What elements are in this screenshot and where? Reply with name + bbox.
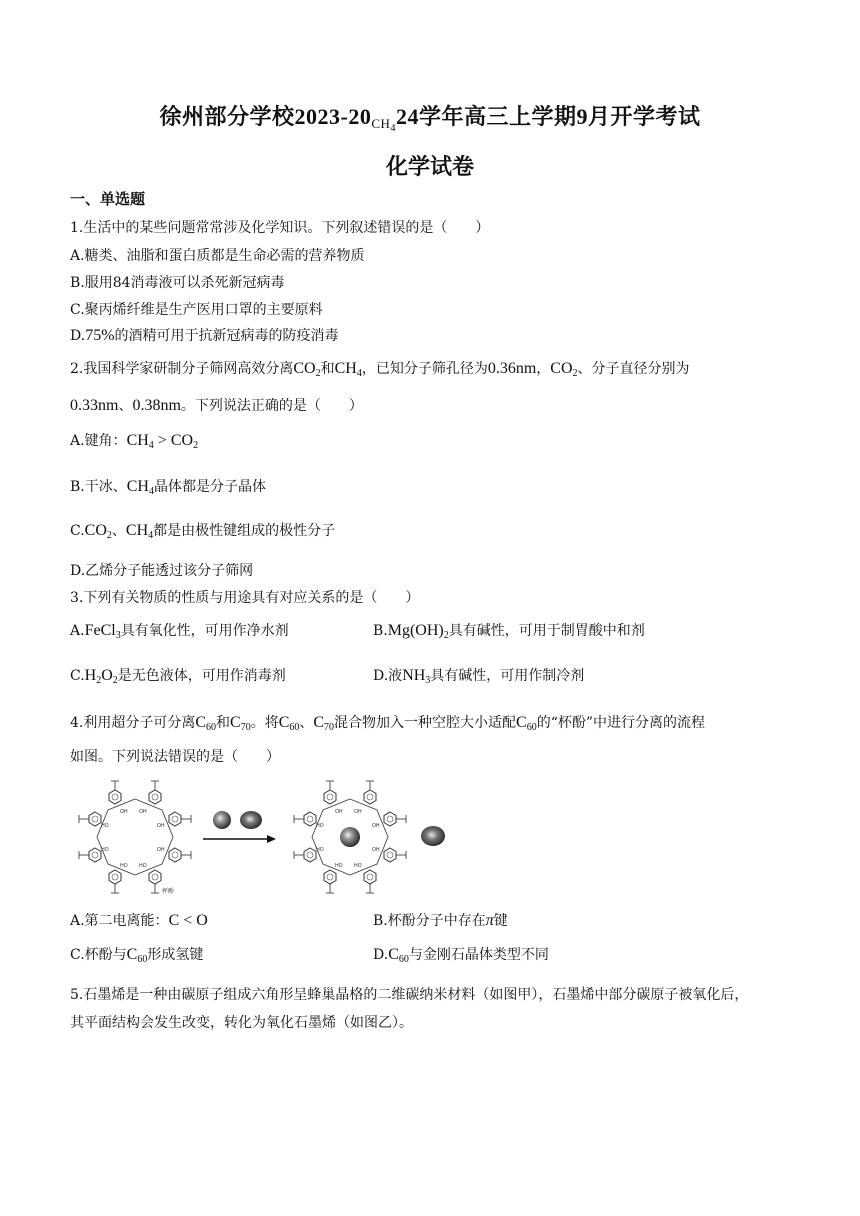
q2-option-a <box>70 430 198 451</box>
q3-option-d: D.液$NH_3$具有碱性，可用作制冷剂 <box>373 667 585 686</box>
q5-stem-line1: 5.石墨烯是一种由碳原子组成六角形呈蜂巢晶格的二维碳纳米材料（如图甲），石墨烯中部分碳原子被氧化后， <box>70 987 749 1003</box>
q3-option-b: $B.Mg(OH)_2$具有碱性，可用于制胃酸中和剂 <box>373 622 645 641</box>
q2-comma: ， <box>536 361 551 377</box>
mgoh2-formula: $Mg(OH)_2$ <box>387 622 449 641</box>
fecl3-formula: FeCl$_3$ <box>84 622 121 641</box>
q2-sep: 、 <box>118 398 133 414</box>
q2-a-prefix: A.键角： <box>70 433 127 449</box>
q2-b-text: 晶体都是分子晶体 <box>153 479 266 495</box>
nh3-formula: $NH_3$ <box>402 667 431 686</box>
calixarene-separation-figure: OH HO 杯酚 <box>70 773 470 898</box>
q2-and: 和 <box>320 361 335 377</box>
co2-formula: $CO_2$ <box>293 360 321 379</box>
c70-formula-2: $C_{70}$ <box>313 714 335 733</box>
h2o2-formula: $H_2O_2$ <box>84 667 118 686</box>
q3-stem: 3.下列有关物质的性质与用途具有对应关系的是（ ） <box>70 590 420 606</box>
q2-text-3: 、分子直径分别为 <box>577 361 690 377</box>
q2-text-4: 。下列说法正确的是（ ） <box>180 398 363 414</box>
figure-label: 杯酚 <box>162 888 175 895</box>
c60-sphere-icon <box>213 811 231 829</box>
q1-option-a: A.糖类、油脂和蛋白质都是生命必需的营养物质 <box>70 248 365 264</box>
q1-option-d <box>70 325 339 345</box>
q3-option-a: A.FeCl$_3$具有氧化性，可用作净水剂 <box>70 622 289 641</box>
diameter-1: 0.33nm <box>70 397 119 414</box>
q2-c-text: 都是由极性键组成的极性分子 <box>153 523 336 539</box>
pi-symbol: π <box>485 912 494 929</box>
page-title <box>0 100 860 134</box>
q4-a-formula: C < O <box>168 912 208 929</box>
q4-option-a: A.第二电离能：C < O <box>70 912 208 929</box>
title-part-2: 24学年高三上学期9月开学考试 <box>395 104 701 129</box>
q2-option-b <box>70 476 266 497</box>
q4-option-c: C.杯酚与$C_{60}$形成氢键 <box>70 946 204 965</box>
q3-option-c: $C.H_2O_2$是无色液体，可用作消毒剂 <box>70 667 286 686</box>
q1-d-prefix: D. <box>70 328 86 344</box>
q4-c-formula: $C_{60}$ <box>126 946 148 965</box>
q4-option-d: $D.C_{60}$与金刚石晶体类型不同 <box>373 946 549 965</box>
q2-b-prefix: B.干冰、 <box>70 479 127 495</box>
q2-c-formula-1: $CO_2$ <box>84 522 112 541</box>
q2-stem-line1 <box>70 358 690 379</box>
c70-formula: $C_{70}$ <box>230 714 251 733</box>
section-heading: 一、单选题 <box>70 190 146 208</box>
q2-c-prefix: C. <box>70 523 85 539</box>
q4-stem-line2: 如图。下列说法错误的是（ ） <box>70 749 280 765</box>
q1-stem: 1.生活中的某些问题常常涉及化学知识。下列叙述错误的是（ ） <box>70 220 490 236</box>
q5-stem-line2: 其平面结构会发生改变，转化为氧化石墨烯（如图乙）。 <box>70 1015 413 1031</box>
q4-option-b: B.杯酚分子中存在π键 <box>373 912 508 929</box>
q2-text: 2.我国科学家研制分子筛网高效分离 <box>70 361 294 377</box>
q2-text-2: ，已知分子筛孔径为 <box>361 361 488 377</box>
c70-free-icon <box>421 826 445 846</box>
q4-stem-line1: 4.利用超分子可分离$C_{60}$和$C_{70}$。将$C_{60}$、$C_{70}$混合物加入一种空腔大小适配$C_{60}$的“杯酚”中进行分离的流程 <box>70 714 706 733</box>
c60-inside-icon <box>340 827 360 847</box>
ch4-formula: $CH_4$ <box>334 360 362 379</box>
q2-c-sep: 、 <box>111 523 126 539</box>
q1-option-c: C.聚丙烯纤维是生产医用口罩的主要原料 <box>70 302 323 318</box>
q2-a-formula: $CH_4 > CO_2$ <box>126 432 199 451</box>
q4-d-formula: $C_{60}$ <box>388 946 409 965</box>
title-subscript <box>371 116 396 134</box>
q2-c-formula-2: $CH_4$ <box>125 522 154 541</box>
co2-formula-2: $CO_2$ <box>550 360 578 379</box>
q3-b-text: 具有碱性，可用于制胃酸中和剂 <box>448 623 645 639</box>
pore-size: 0.36nm <box>487 360 537 377</box>
arrow-right-icon <box>203 835 276 843</box>
q3-a-text: 具有氧化性，可用作净水剂 <box>120 623 289 639</box>
q3-c-text: 是无色液体，可用作消毒剂 <box>117 668 286 684</box>
q3-d-text: 具有碱性，可用作制冷剂 <box>430 668 585 684</box>
q1-d-value: 75% <box>85 327 115 344</box>
title-part: 徐州部分学校2023-20 <box>159 104 372 129</box>
c70-sphere-icon <box>240 811 262 829</box>
page-subtitle: 化学试卷 <box>385 154 474 179</box>
c60-formula: $C_{60}$ <box>195 714 217 733</box>
q1-d-text: 的酒精可用于抗新冠病毒的防疫消毒 <box>114 328 339 344</box>
title-sub-index: 4 <box>390 123 396 134</box>
c60-formula-3: $C_{60}$ <box>516 714 537 733</box>
q2-option-c <box>70 520 335 541</box>
diameter-2: 0.38nm <box>132 397 181 414</box>
q2-option-d: D.乙烯分子能透过该分子筛网 <box>70 563 254 579</box>
title-sub-text: CH <box>371 116 391 131</box>
q2-b-formula: $CH_4$ <box>126 478 154 497</box>
q2-stem-line2 <box>70 395 363 415</box>
c60-formula-2: $C_{60}$ <box>278 714 300 733</box>
q1-option-b: B.服用84消毒液可以杀死新冠病毒 <box>70 275 285 291</box>
